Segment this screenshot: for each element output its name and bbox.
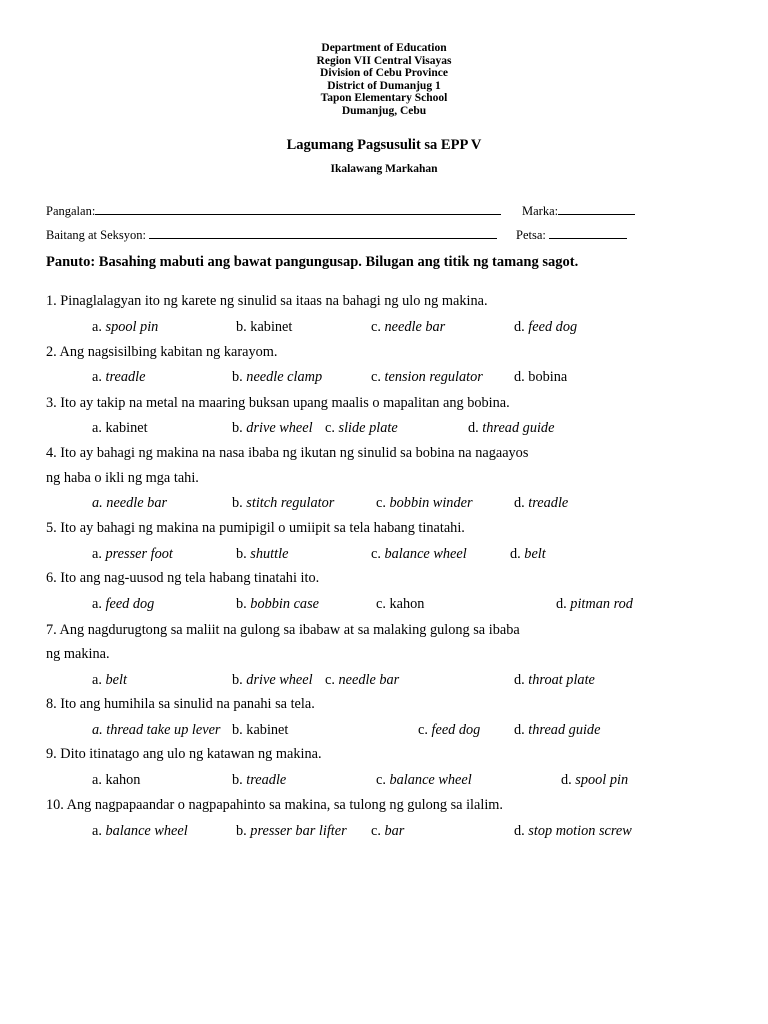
option-text: spool pin [575, 772, 629, 788]
option-text: shuttle [250, 546, 289, 562]
answer-option[interactable] [510, 546, 546, 563]
option-text: presser foot [105, 546, 173, 562]
option-letter: a. [92, 772, 106, 788]
option-letter: c. [325, 420, 339, 436]
answer-option[interactable] [376, 495, 473, 512]
option-text: needle bar [338, 672, 400, 688]
option-text: treadle [105, 369, 146, 385]
name-field [46, 202, 501, 219]
name-blank[interactable] [95, 202, 501, 215]
option-letter: d. [561, 772, 576, 788]
question-text: 2. Ang nagsisilbing kabitan ng karayom. [46, 344, 278, 360]
answer-option[interactable] [236, 319, 292, 336]
option-letter: a. [92, 596, 106, 612]
option-text: stitch regulator [246, 495, 335, 511]
option-text: treadle [246, 772, 287, 788]
option-text: needle clamp [246, 369, 323, 385]
option-letter: b. [232, 772, 247, 788]
option-text: presser bar lifter [250, 823, 347, 839]
option-text: balance wheel [105, 823, 188, 839]
option-letter: a. [92, 672, 106, 688]
option-letter: a. [92, 319, 106, 335]
option-text: spool pin [105, 319, 159, 335]
option-text: kahon [389, 596, 425, 612]
header-line: Dumanjug, Cebu [341, 104, 427, 117]
option-text: balance wheel [384, 546, 467, 562]
option-letter: b. [236, 596, 251, 612]
page-subtitle: Ikalawang Markahan [330, 163, 438, 175]
option-text: needle bar [384, 319, 446, 335]
option-text: slide plate [338, 420, 398, 436]
option-letter: d. [514, 495, 529, 511]
answer-option[interactable] [418, 722, 480, 739]
grade-section-label: Baitang at Seksyon: [46, 228, 146, 242]
option-letter: d. [514, 672, 529, 688]
option-text: thread guide [482, 420, 555, 436]
option-letter: b. [232, 495, 247, 511]
answer-option[interactable] [371, 546, 467, 563]
answer-option[interactable] [92, 495, 167, 512]
answer-option[interactable] [514, 369, 567, 386]
option-text: feed dog [528, 319, 578, 335]
answer-option[interactable] [325, 420, 398, 437]
answer-option[interactable] [376, 772, 472, 789]
option-letter: c. [371, 319, 385, 335]
grade-section-field [46, 226, 497, 243]
option-letter: a. [92, 823, 106, 839]
option-letter: c. [418, 722, 432, 738]
score-label: Marka: [522, 204, 559, 218]
option-letter: a. [92, 495, 107, 511]
option-letter: b. [232, 369, 247, 385]
header-line: Department of Education [321, 42, 447, 54]
date-field [516, 226, 627, 243]
question-text: ng makina. [46, 646, 110, 662]
header-line: Region VII Central Visayas [316, 54, 452, 67]
question-text: 8. Ito ang humihila sa sinulid na panahi sa tela. [46, 696, 315, 712]
option-text: feed dog [105, 596, 155, 612]
answer-option[interactable] [236, 596, 319, 613]
option-letter: b. [232, 722, 247, 738]
question-text: 6. Ito ang nag-uusod ng tela habang tinatahi ito. [46, 570, 320, 586]
directions: Panuto: Basahing mabuti ang bawat pangungusap. Bilugan ang titik ng tamang sagot. [46, 254, 579, 270]
grade-section-blank[interactable] [149, 226, 497, 239]
answer-option[interactable] [232, 420, 313, 437]
answer-option[interactable] [371, 369, 483, 386]
option-text: drive wheel [246, 420, 313, 436]
header-line: District of Dumanjug 1 [327, 79, 441, 92]
answer-option[interactable] [514, 672, 595, 689]
question-text: 3. Ito ay takip na metal na maaring buksan upang maalis o mapalitan ang bobina. [46, 395, 510, 411]
option-text: belt [524, 546, 546, 562]
question-text: 5. Ito ay bahagi ng makina na pumipigil o umiipit sa tela habang tinatahi. [46, 520, 465, 536]
option-letter: d. [514, 823, 529, 839]
option-text: bobbin winder [389, 495, 473, 511]
answer-option[interactable] [92, 672, 127, 689]
answer-option[interactable] [92, 823, 188, 840]
answer-option[interactable] [232, 722, 288, 739]
answer-option[interactable] [236, 546, 288, 563]
question-text: 10. Ang nagpapaandar o nagpapahinto sa makina, sa tulong ng gulong sa ilalim. [46, 797, 504, 813]
option-letter: b. [236, 319, 251, 335]
option-text: pitman rod [570, 596, 633, 612]
option-letter: a. [92, 722, 107, 738]
question-text: 4. Ito ay bahagi ng makina na nasa ibaba ng ikutan ng sinulid sa bobina na nagaayos [46, 445, 529, 461]
option-text: kabinet [250, 319, 293, 335]
header-line: Tapon Elementary School [320, 92, 448, 105]
answer-option[interactable] [561, 772, 628, 789]
option-text: bobbin case [250, 596, 319, 612]
option-letter: d. [514, 722, 529, 738]
option-text: thread guide [528, 722, 601, 738]
option-text: throat plate [528, 672, 595, 688]
answer-option[interactable] [232, 772, 286, 789]
option-letter: c. [371, 369, 385, 385]
option-letter: d. [514, 369, 529, 385]
question-text: ng haba o ikli ng mga tahi. [46, 470, 199, 486]
option-letter: b. [236, 546, 251, 562]
answer-option[interactable] [371, 319, 445, 336]
option-letter: b. [232, 672, 247, 688]
option-text: balance wheel [389, 772, 472, 788]
option-letter: d. [468, 420, 483, 436]
option-text: thread take up lever [106, 722, 221, 738]
date-blank[interactable] [549, 226, 627, 239]
date-label: Petsa: [516, 228, 546, 242]
option-letter: c. [325, 672, 339, 688]
answer-option[interactable] [236, 823, 347, 840]
answer-option[interactable] [92, 546, 173, 563]
question-text: 7. Ang nagdurugtong sa maliit na gulong sa ibabaw at sa malaking gulong sa ibaba [46, 622, 520, 638]
option-letter: c. [371, 823, 385, 839]
option-text: tension regulator [384, 369, 483, 385]
answer-option[interactable] [371, 823, 404, 840]
option-text: kahon [105, 772, 141, 788]
answer-option[interactable] [92, 596, 154, 613]
name-label: Pangalan: [46, 204, 96, 218]
score-blank[interactable] [558, 202, 635, 215]
answer-option[interactable] [232, 495, 334, 512]
answer-option[interactable] [556, 596, 633, 613]
option-text: kabinet [105, 420, 148, 436]
answer-option[interactable] [514, 495, 568, 512]
answer-option[interactable] [514, 319, 577, 336]
option-text: drive wheel [246, 672, 313, 688]
school-header [0, 42, 768, 118]
answer-option[interactable] [514, 722, 600, 739]
option-letter: b. [232, 420, 247, 436]
option-letter: d. [514, 319, 529, 335]
answer-option[interactable] [92, 722, 221, 739]
answer-option[interactable] [325, 672, 399, 689]
option-letter: c. [376, 596, 390, 612]
option-text: treadle [528, 495, 569, 511]
option-text: needle bar [106, 495, 168, 511]
option-text: belt [105, 672, 127, 688]
option-letter: a. [92, 420, 106, 436]
option-letter: c. [376, 495, 390, 511]
option-text: kabinet [246, 722, 289, 738]
answer-option[interactable] [514, 823, 632, 840]
option-text: bobina [528, 369, 568, 385]
option-letter: c. [376, 772, 390, 788]
option-letter: b. [236, 823, 251, 839]
score-field [522, 202, 635, 219]
answer-option[interactable] [232, 369, 322, 386]
option-letter: c. [371, 546, 385, 562]
option-text: stop motion screw [528, 823, 632, 839]
option-letter: d. [556, 596, 571, 612]
answer-option[interactable] [92, 369, 145, 386]
question-text: 1. Pinaglalagyan ito ng karete ng sinulid sa itaas na bahagi ng ulo ng makina. [46, 293, 488, 309]
option-letter: d. [510, 546, 525, 562]
option-letter: a. [92, 546, 106, 562]
answer-option[interactable] [468, 420, 554, 437]
option-text: bar [384, 823, 405, 839]
header-line: Division of Cebu Province [320, 67, 448, 80]
option-text: feed dog [431, 722, 481, 738]
answer-option[interactable] [376, 596, 424, 613]
answer-option[interactable] [92, 319, 158, 336]
page-title: Lagumang Pagsusulit sa EPP V [286, 137, 482, 153]
answer-option[interactable] [92, 420, 148, 437]
answer-option[interactable] [232, 672, 313, 689]
option-letter: a. [92, 369, 106, 385]
answer-option[interactable] [92, 772, 140, 789]
question-text: 9. Dito itinatago ang ulo ng katawan ng makina. [46, 746, 322, 762]
